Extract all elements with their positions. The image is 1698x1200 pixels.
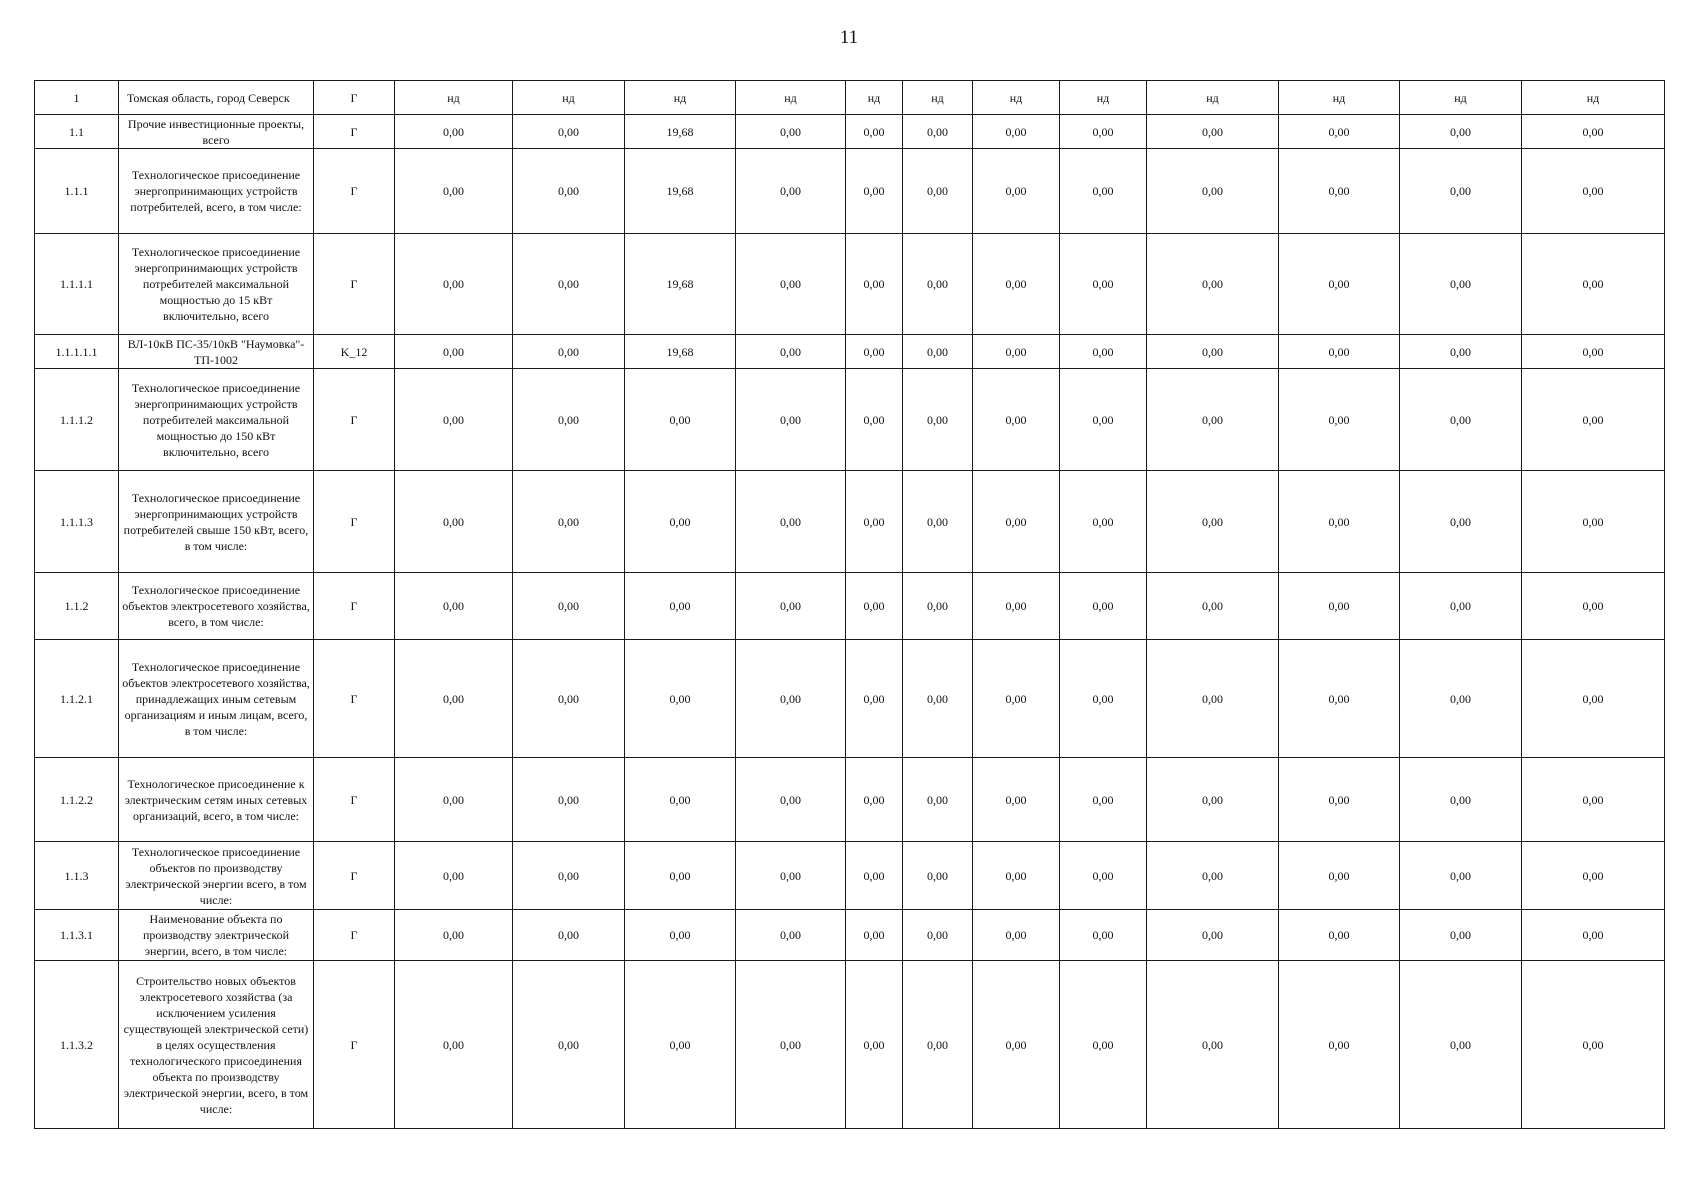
- value-cell: 0,00: [903, 758, 973, 842]
- value-cell: 0,00: [846, 115, 903, 149]
- value-cell: 0,00: [1279, 149, 1400, 234]
- value-cell: нд: [1060, 81, 1147, 115]
- table-row: [35, 115, 1665, 149]
- value-cell: 0,00: [973, 369, 1060, 471]
- value-cell: 0,00: [846, 573, 903, 640]
- value-cell: 0,00: [736, 842, 846, 910]
- value-cell: 0,00: [846, 369, 903, 471]
- row-code-cell: Г: [314, 640, 395, 758]
- value-cell: 0,00: [903, 640, 973, 758]
- value-cell: 0,00: [1147, 149, 1279, 234]
- value-cell: 0,00: [625, 471, 736, 573]
- value-cell: 0,00: [736, 369, 846, 471]
- row-id-cell: 1.1.1.1.1: [35, 335, 119, 369]
- table-row: [35, 369, 1665, 471]
- value-cell: 0,00: [736, 471, 846, 573]
- value-cell: 0,00: [1400, 758, 1522, 842]
- value-cell: 0,00: [395, 115, 513, 149]
- value-cell: 0,00: [513, 640, 625, 758]
- value-cell: 0,00: [625, 842, 736, 910]
- value-cell: 0,00: [903, 149, 973, 234]
- value-cell: 0,00: [1522, 573, 1665, 640]
- value-cell: 0,00: [1279, 234, 1400, 335]
- row-code-cell: Г: [314, 842, 395, 910]
- value-cell: 0,00: [1147, 910, 1279, 961]
- investment-table: [34, 80, 1665, 1129]
- value-cell: 0,00: [1400, 234, 1522, 335]
- value-cell: 0,00: [903, 471, 973, 573]
- row-code-cell: K_12: [314, 335, 395, 369]
- table-row: [35, 961, 1665, 1129]
- row-id-cell: 1.1.1.2: [35, 369, 119, 471]
- value-cell: 0,00: [1279, 335, 1400, 369]
- value-cell: 0,00: [513, 149, 625, 234]
- value-cell: 0,00: [973, 961, 1060, 1129]
- value-cell: 0,00: [1060, 335, 1147, 369]
- value-cell: 0,00: [903, 115, 973, 149]
- value-cell: 0,00: [395, 640, 513, 758]
- value-cell: 0,00: [1147, 369, 1279, 471]
- value-cell: 0,00: [903, 842, 973, 910]
- value-cell: 0,00: [736, 573, 846, 640]
- value-cell: 0,00: [395, 149, 513, 234]
- value-cell: 0,00: [1060, 471, 1147, 573]
- row-name-cell: Технологическое присоединение объектов электросетевого хозяйства, принадлежащих иным сетевым организациям и иным лицам, всего, в том числе:: [119, 640, 314, 758]
- value-cell: 0,00: [1400, 471, 1522, 573]
- value-cell: 0,00: [736, 640, 846, 758]
- row-name-cell: Томская область, город Северск: [119, 81, 314, 115]
- row-name-cell: ВЛ-10кВ ПС-35/10кВ "Наумовка"-ТП-1002: [119, 335, 314, 369]
- value-cell: 0,00: [395, 369, 513, 471]
- row-name-cell: Технологическое присоединение энергопринимающих устройств потребителей максимальной мощностью до 150 кВт включительно, всего: [119, 369, 314, 471]
- value-cell: 0,00: [736, 115, 846, 149]
- value-cell: 0,00: [625, 369, 736, 471]
- value-cell: 0,00: [1279, 369, 1400, 471]
- value-cell: нд: [1400, 81, 1522, 115]
- value-cell: 0,00: [513, 369, 625, 471]
- value-cell: 0,00: [1400, 335, 1522, 369]
- value-cell: 0,00: [973, 910, 1060, 961]
- value-cell: 0,00: [903, 369, 973, 471]
- value-cell: 0,00: [973, 115, 1060, 149]
- value-cell: 0,00: [846, 471, 903, 573]
- value-cell: 0,00: [903, 573, 973, 640]
- row-id-cell: 1.1.3: [35, 842, 119, 910]
- value-cell: 0,00: [395, 842, 513, 910]
- row-name-cell: Технологическое присоединение энергопринимающих устройств потребителей, всего, в том числе:: [119, 149, 314, 234]
- value-cell: 0,00: [973, 234, 1060, 335]
- row-name-cell: Технологическое присоединение энергопринимающих устройств потребителей свыше 150 кВт, всего, в том числе:: [119, 471, 314, 573]
- value-cell: 0,00: [1147, 115, 1279, 149]
- row-code-cell: Г: [314, 149, 395, 234]
- value-cell: 0,00: [395, 910, 513, 961]
- value-cell: нд: [1279, 81, 1400, 115]
- value-cell: 0,00: [903, 910, 973, 961]
- page-number: 11: [839, 27, 859, 48]
- value-cell: нд: [903, 81, 973, 115]
- value-cell: 0,00: [736, 335, 846, 369]
- value-cell: 0,00: [625, 758, 736, 842]
- value-cell: 0,00: [1522, 369, 1665, 471]
- value-cell: 0,00: [1147, 842, 1279, 910]
- table-row: [35, 640, 1665, 758]
- value-cell: 0,00: [513, 115, 625, 149]
- value-cell: 0,00: [1400, 961, 1522, 1129]
- value-cell: 19,68: [625, 115, 736, 149]
- value-cell: 0,00: [1400, 640, 1522, 758]
- value-cell: 0,00: [395, 471, 513, 573]
- row-name-cell: Наименование объекта по производству электрической энергии, всего, в том числе:: [119, 910, 314, 961]
- value-cell: 0,00: [1522, 115, 1665, 149]
- value-cell: нд: [1147, 81, 1279, 115]
- row-name-cell: Строительство новых объектов электросетевого хозяйства (за исключением усиления существующей электрической сети) в целях осуществления технологического присоединения объекта по производству электрической энергии, всего, в том числе:: [119, 961, 314, 1129]
- value-cell: 0,00: [1400, 842, 1522, 910]
- value-cell: 0,00: [1522, 471, 1665, 573]
- value-cell: 0,00: [1147, 758, 1279, 842]
- value-cell: 0,00: [1522, 961, 1665, 1129]
- row-id-cell: 1.1: [35, 115, 119, 149]
- table-row: [35, 573, 1665, 640]
- value-cell: 0,00: [1060, 573, 1147, 640]
- value-cell: 0,00: [1279, 842, 1400, 910]
- table-row: [35, 471, 1665, 573]
- table-row: [35, 910, 1665, 961]
- value-cell: нд: [973, 81, 1060, 115]
- row-code-cell: Г: [314, 81, 395, 115]
- value-cell: 0,00: [1522, 842, 1665, 910]
- value-cell: 0,00: [1522, 910, 1665, 961]
- table-row: [35, 234, 1665, 335]
- value-cell: нд: [625, 81, 736, 115]
- table-row: [35, 81, 1665, 115]
- value-cell: 0,00: [846, 335, 903, 369]
- value-cell: нд: [1522, 81, 1665, 115]
- row-code-cell: Г: [314, 573, 395, 640]
- value-cell: 0,00: [1400, 573, 1522, 640]
- row-id-cell: 1.1.2.2: [35, 758, 119, 842]
- value-cell: 0,00: [846, 910, 903, 961]
- value-cell: 0,00: [973, 573, 1060, 640]
- value-cell: 0,00: [1400, 910, 1522, 961]
- row-code-cell: Г: [314, 115, 395, 149]
- row-name-cell: Технологическое присоединение объектов по производству электрической энергии всего, в том числе:: [119, 842, 314, 910]
- value-cell: 0,00: [513, 234, 625, 335]
- value-cell: 0,00: [736, 149, 846, 234]
- row-code-cell: Г: [314, 910, 395, 961]
- value-cell: нд: [846, 81, 903, 115]
- row-code-cell: Г: [314, 758, 395, 842]
- value-cell: 19,68: [625, 149, 736, 234]
- row-name-cell: Технологическое присоединение объектов электросетевого хозяйства, всего, в том числе:: [119, 573, 314, 640]
- value-cell: 0,00: [1147, 471, 1279, 573]
- value-cell: 0,00: [513, 335, 625, 369]
- value-cell: 0,00: [1060, 758, 1147, 842]
- value-cell: 0,00: [1147, 961, 1279, 1129]
- value-cell: 0,00: [1522, 335, 1665, 369]
- value-cell: 0,00: [1400, 149, 1522, 234]
- row-id-cell: 1.1.3.1: [35, 910, 119, 961]
- row-code-cell: Г: [314, 961, 395, 1129]
- row-id-cell: 1.1.2.1: [35, 640, 119, 758]
- value-cell: 0,00: [1400, 115, 1522, 149]
- value-cell: 0,00: [1060, 234, 1147, 335]
- value-cell: 0,00: [736, 234, 846, 335]
- value-cell: 19,68: [625, 234, 736, 335]
- value-cell: 0,00: [736, 910, 846, 961]
- value-cell: 0,00: [395, 234, 513, 335]
- value-cell: 0,00: [1279, 115, 1400, 149]
- value-cell: 0,00: [1060, 369, 1147, 471]
- value-cell: 0,00: [846, 149, 903, 234]
- value-cell: 0,00: [1279, 758, 1400, 842]
- table-row: [35, 842, 1665, 910]
- value-cell: 0,00: [1279, 961, 1400, 1129]
- row-id-cell: 1.1.3.2: [35, 961, 119, 1129]
- row-code-cell: Г: [314, 369, 395, 471]
- value-cell: 0,00: [1060, 115, 1147, 149]
- value-cell: 0,00: [736, 961, 846, 1129]
- value-cell: 0,00: [903, 234, 973, 335]
- value-cell: 0,00: [513, 471, 625, 573]
- value-cell: 0,00: [1060, 149, 1147, 234]
- value-cell: 0,00: [846, 961, 903, 1129]
- value-cell: 0,00: [395, 573, 513, 640]
- value-cell: 0,00: [1279, 640, 1400, 758]
- value-cell: 0,00: [513, 573, 625, 640]
- value-cell: 0,00: [1060, 640, 1147, 758]
- value-cell: 0,00: [1060, 961, 1147, 1129]
- value-cell: 0,00: [846, 640, 903, 758]
- row-id-cell: 1.1.1: [35, 149, 119, 234]
- row-name-cell: Технологическое присоединение энергопринимающих устройств потребителей максимальной мощностью до 15 кВт включительно, всего: [119, 234, 314, 335]
- table-body: [35, 81, 1665, 1129]
- value-cell: 0,00: [395, 758, 513, 842]
- value-cell: 0,00: [1147, 234, 1279, 335]
- row-id-cell: 1: [35, 81, 119, 115]
- row-id-cell: 1.1.1.1: [35, 234, 119, 335]
- value-cell: 0,00: [513, 910, 625, 961]
- value-cell: 0,00: [625, 640, 736, 758]
- value-cell: 0,00: [1522, 234, 1665, 335]
- value-cell: нд: [736, 81, 846, 115]
- value-cell: 0,00: [513, 961, 625, 1129]
- row-name-cell: Прочие инвестиционные проекты, всего: [119, 115, 314, 149]
- row-name-cell: Технологическое присоединение к электрическим сетям иных сетевых организаций, всего, в том числе:: [119, 758, 314, 842]
- value-cell: 0,00: [1147, 335, 1279, 369]
- value-cell: 0,00: [513, 842, 625, 910]
- value-cell: 0,00: [1522, 149, 1665, 234]
- table-row: [35, 758, 1665, 842]
- value-cell: 0,00: [395, 335, 513, 369]
- value-cell: нд: [395, 81, 513, 115]
- value-cell: 0,00: [1522, 758, 1665, 842]
- value-cell: нд: [513, 81, 625, 115]
- value-cell: 0,00: [903, 335, 973, 369]
- value-cell: 0,00: [973, 758, 1060, 842]
- value-cell: 0,00: [1147, 573, 1279, 640]
- value-cell: 0,00: [1279, 910, 1400, 961]
- row-code-cell: Г: [314, 234, 395, 335]
- value-cell: 0,00: [736, 758, 846, 842]
- value-cell: 0,00: [973, 471, 1060, 573]
- value-cell: 0,00: [1279, 573, 1400, 640]
- value-cell: 0,00: [846, 234, 903, 335]
- value-cell: 0,00: [1060, 842, 1147, 910]
- value-cell: 0,00: [973, 335, 1060, 369]
- value-cell: 0,00: [625, 961, 736, 1129]
- value-cell: 0,00: [973, 640, 1060, 758]
- value-cell: 0,00: [1400, 369, 1522, 471]
- row-code-cell: Г: [314, 471, 395, 573]
- table-row: [35, 149, 1665, 234]
- value-cell: 0,00: [903, 961, 973, 1129]
- value-cell: 0,00: [846, 758, 903, 842]
- value-cell: 0,00: [395, 961, 513, 1129]
- table-row: [35, 335, 1665, 369]
- row-id-cell: 1.1.2: [35, 573, 119, 640]
- value-cell: 0,00: [846, 842, 903, 910]
- value-cell: 19,68: [625, 335, 736, 369]
- value-cell: 0,00: [973, 149, 1060, 234]
- value-cell: 0,00: [625, 573, 736, 640]
- value-cell: 0,00: [513, 758, 625, 842]
- value-cell: 0,00: [973, 842, 1060, 910]
- value-cell: 0,00: [1147, 640, 1279, 758]
- value-cell: 0,00: [625, 910, 736, 961]
- value-cell: 0,00: [1279, 471, 1400, 573]
- row-id-cell: 1.1.1.3: [35, 471, 119, 573]
- value-cell: 0,00: [1060, 910, 1147, 961]
- value-cell: 0,00: [1522, 640, 1665, 758]
